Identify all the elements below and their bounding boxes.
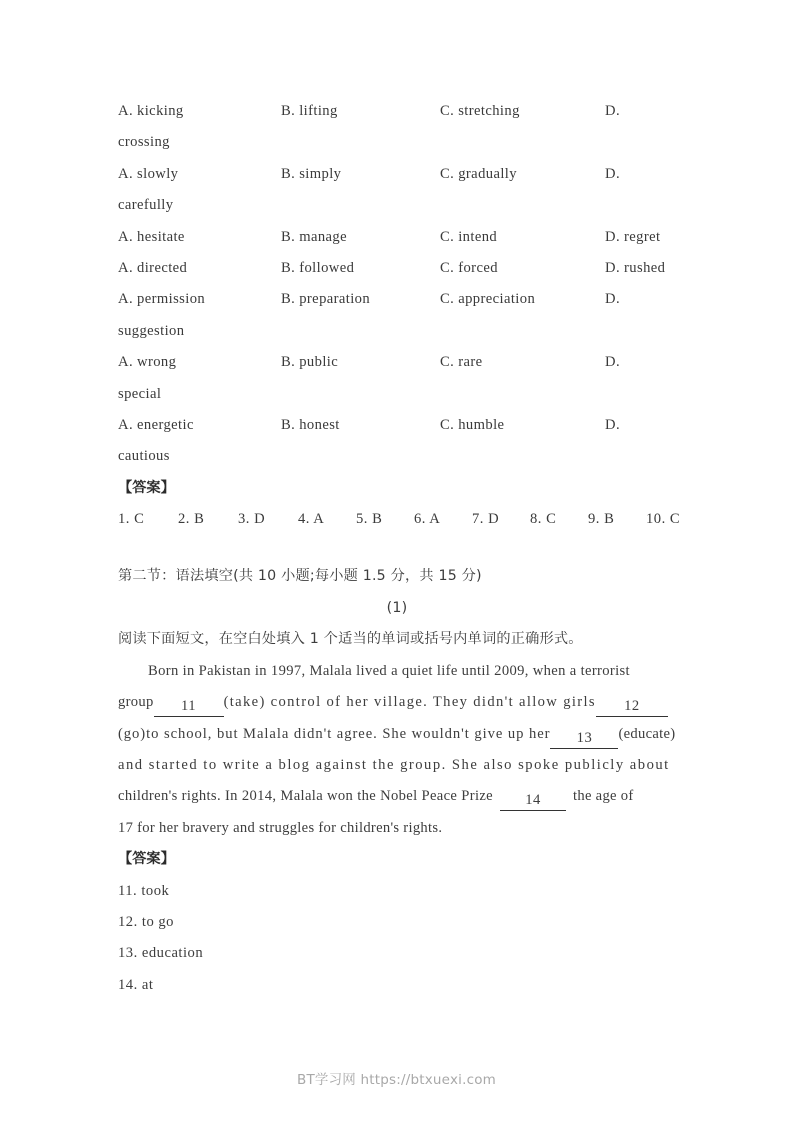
option-wrap-text: suggestion [118,322,185,339]
option-b: B. honest [281,416,340,433]
option-wrap-text: special [118,385,162,402]
passage-text: (take) control of her village. They didn't allow girls [223,694,596,711]
option-d: D. [605,354,620,371]
section-two-instruction: 阅读下面短文，在空白处填入 1 个适当的单词或括号内单词的正确形式。 [118,631,583,648]
passage-text: children's rights. In 2014, Malala won the Nobel Peace Prize [118,788,493,805]
cloze-option-row [118,253,676,284]
answer-item: 9. B [588,511,615,528]
option-c: C. stretching [440,103,520,119]
option-a: A. directed [118,259,188,276]
option-a: A. hesitate [118,228,185,245]
option-d: D. regret [605,228,661,245]
option-c: C. appreciation [440,291,536,308]
option-d: D. [605,103,620,119]
option-wrap-text: crossing [118,134,170,151]
answer-item: 5. B [356,511,383,528]
option-b: B. public [281,354,339,371]
option-c: C. intend [440,228,498,245]
option-c: C. gradually [440,165,517,182]
cloze-option-row [118,410,676,441]
option-d: D. [605,416,620,433]
option-d: D. [605,291,620,308]
option-c: C. forced [440,259,498,276]
option-a: A. kicking [118,103,184,119]
section-two-header: 第二节：语法填空(共 10 小题;每小题 1.5 分，共 15 分) [118,568,482,585]
passage-text: (go)to school, but Malala didn't agree. She wouldn't give up her [118,725,551,742]
page-content [118,96,681,1001]
option-c: C. humble [440,416,505,433]
option-b: B. lifting [281,103,338,119]
blank-12[interactable]: 12 [596,694,668,717]
answer-item: 8. C [530,511,557,528]
section-spacer [118,535,676,561]
cloze-option-row [118,96,676,127]
passage-line [118,781,676,812]
option-d: D. rushed [605,259,666,276]
answer-item: 12. to go [118,913,174,930]
blank-13[interactable]: 13 [550,726,618,749]
cloze-options-list [118,96,676,473]
option-a: A. wrong [118,354,177,371]
grammar-fill-passage [118,656,676,844]
footer-watermark: BT学习网 https://btxuexi.com [296,1072,497,1088]
passage-text: (educate) [618,725,676,742]
answer-item: 4. A [298,511,325,528]
cloze-option-row [118,222,676,253]
option-a: A. energetic [118,416,194,433]
answer-item: 14. at [118,976,154,993]
passage-line: Born in Pakistan in 1997, Malala lived a quiet life until 2009, when a terrorist [148,662,630,679]
answer-item: 1. C [118,511,145,528]
cloze-option-row [118,159,676,190]
blank-14[interactable]: 14 [500,788,566,811]
answer-item: 6. A [414,511,441,528]
option-b: B. simply [281,165,342,182]
cloze-option-row [118,284,676,315]
passage-line [118,719,676,750]
option-c: C. rare [440,354,483,371]
answer-heading: 【答案】 [118,479,175,496]
passage-line [118,687,676,718]
answer-item: 10. C [646,511,681,528]
passage-text: the age of [573,788,634,805]
option-a: A. slowly [118,165,179,182]
option-b: B. followed [281,259,355,276]
answer-item: 11. took [118,882,170,899]
answer-key-row [118,504,681,535]
option-a: A. permission [118,291,206,308]
passage-number-label: (1) [386,599,408,616]
answer-item: 2. B [178,511,205,528]
option-b: B. preparation [281,291,371,308]
answer-item: 13. education [118,945,204,962]
passage-line: 17 for her bravery and struggles for children's rights. [118,819,443,836]
answer-heading: 【答案】 [118,851,175,868]
option-wrap-text: cautious [118,448,170,465]
passage-line: and started to write a blog against the group. She also spoke publicly about [118,756,670,773]
answer-item: 3. D [238,511,266,528]
cloze-option-row [118,347,676,378]
answer-item: 7. D [472,511,500,528]
blank-11[interactable]: 11 [154,694,224,717]
option-b: B. manage [281,228,348,245]
passage-text: group [118,694,154,711]
option-d: D. [605,165,620,182]
option-wrap-text: carefully [118,197,174,214]
